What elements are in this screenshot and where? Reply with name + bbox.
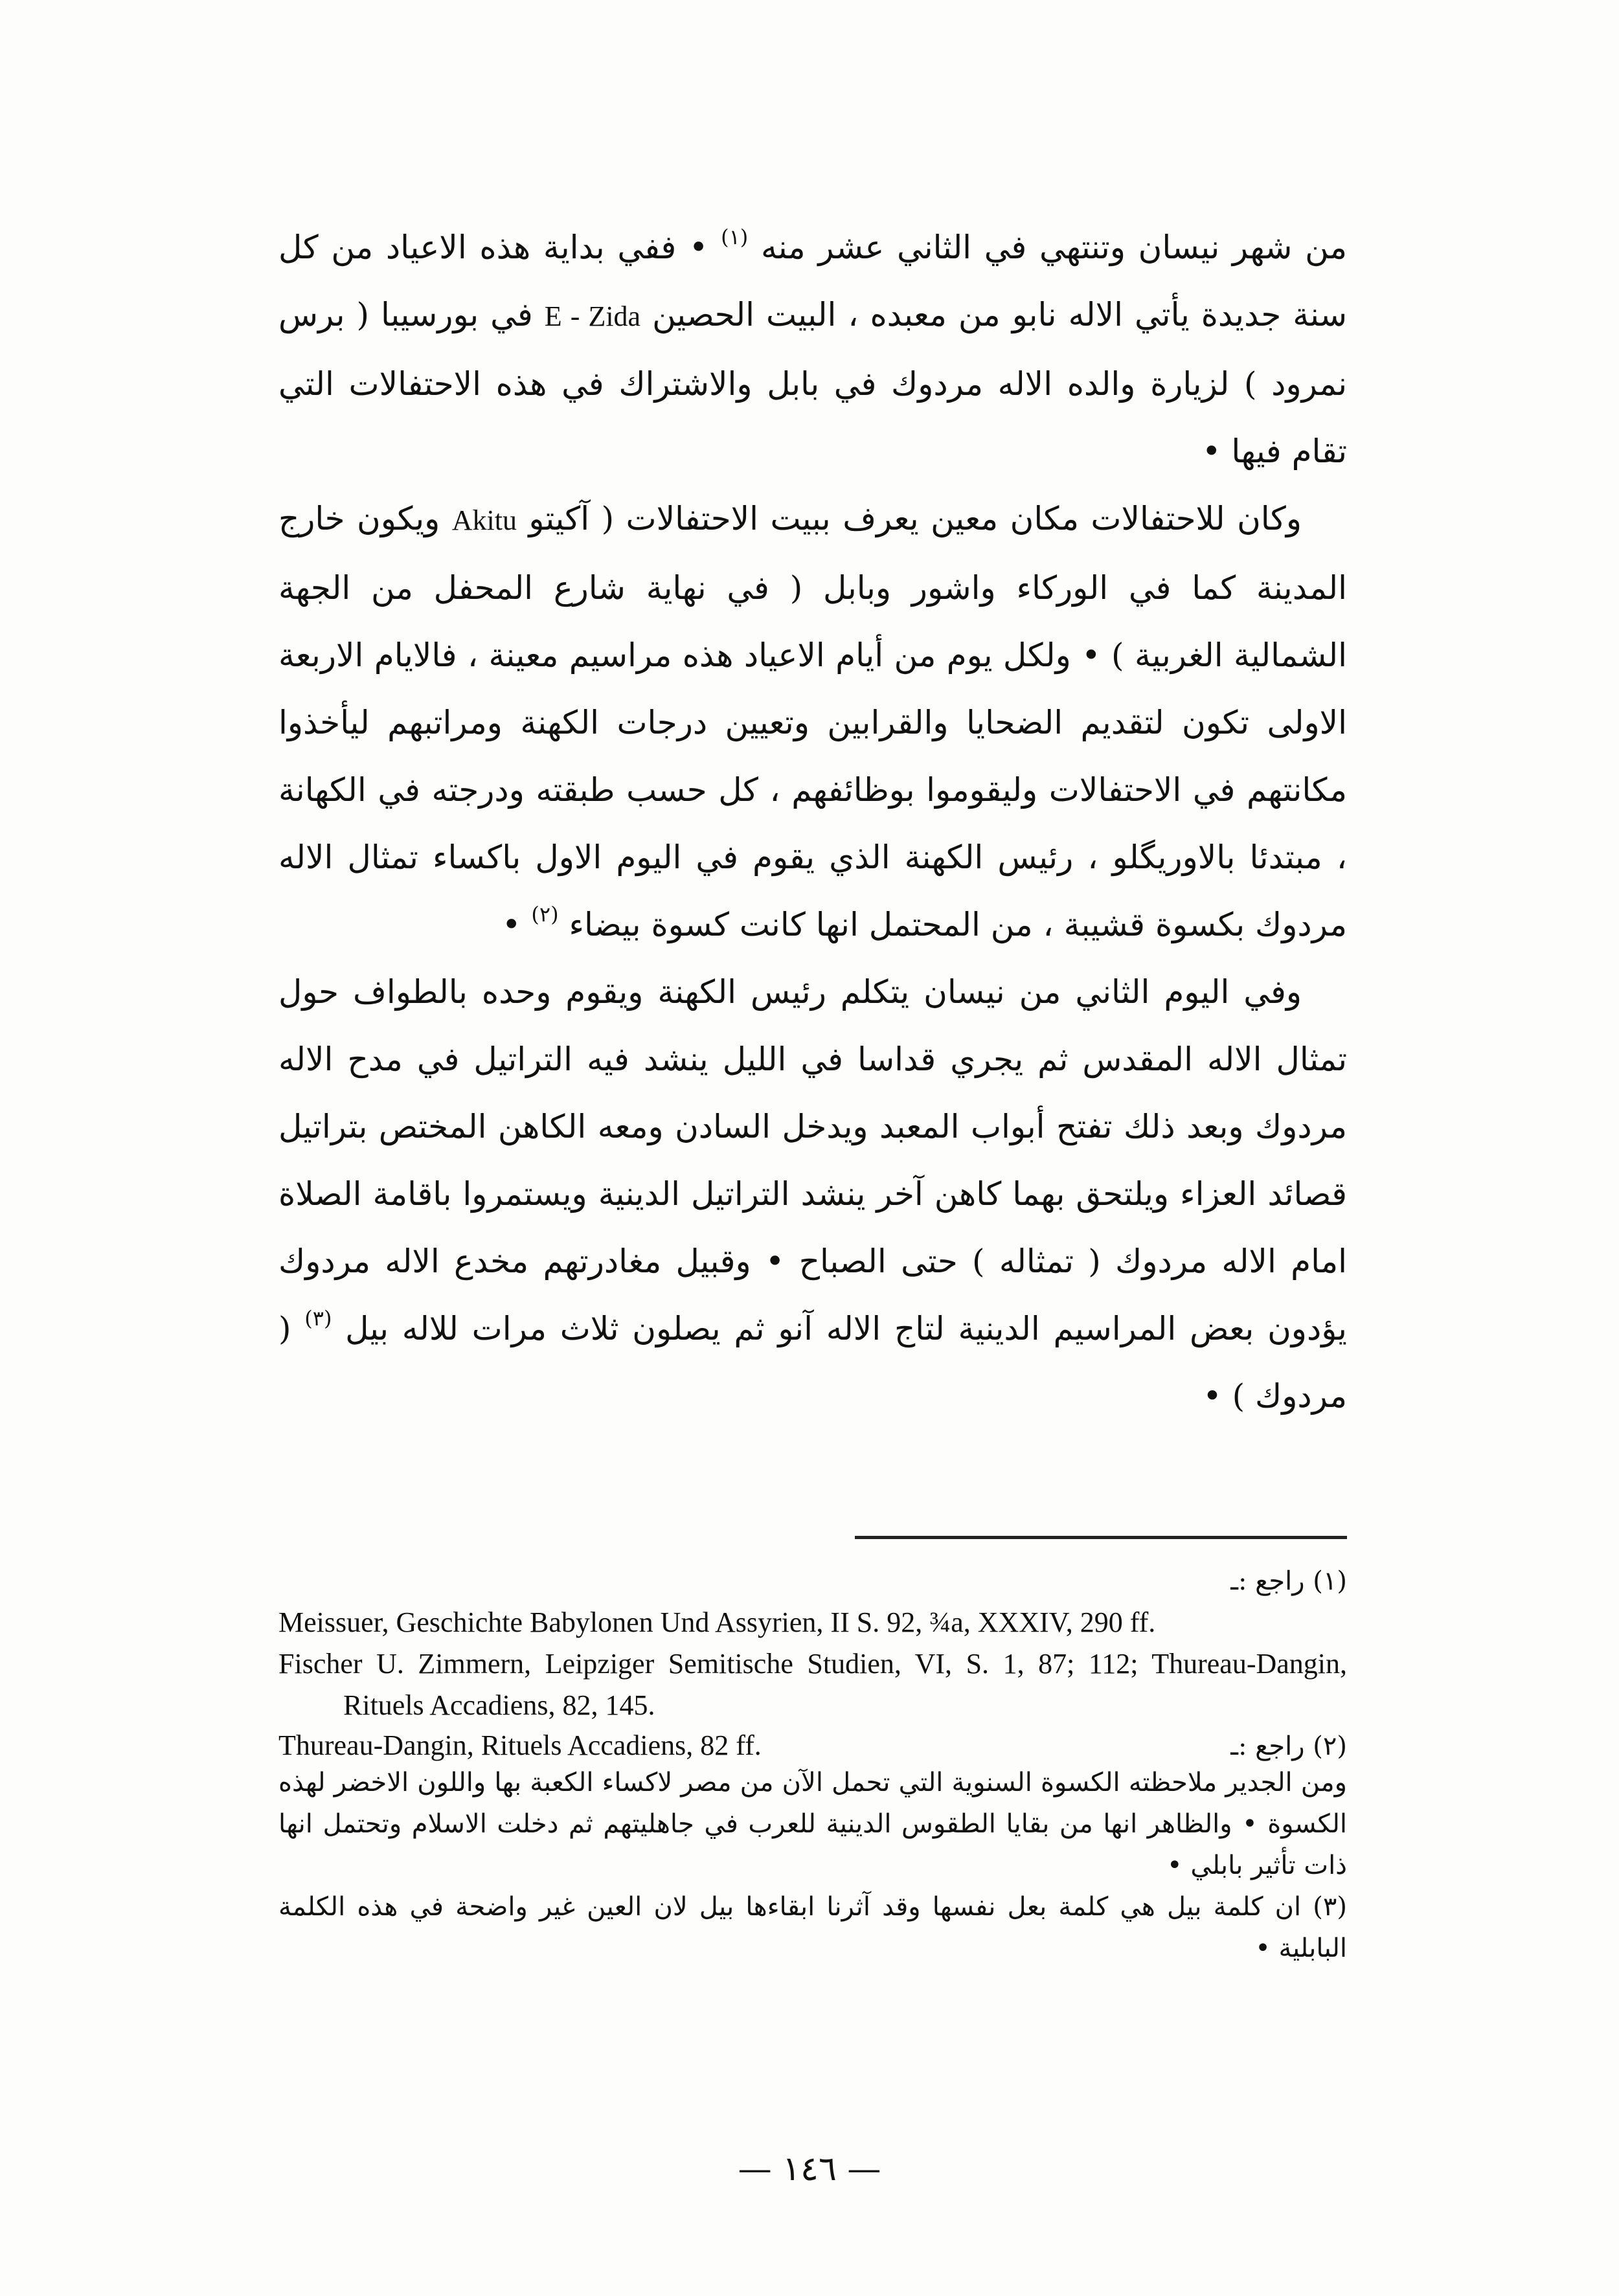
footnote-ref-2: (٢) — [531, 902, 559, 927]
paragraph-2: وكان للاحتفالات مكان معين يعرف ببيت الاحتفالات ( آكيتو Akitu ويكون خارج المدينة كما في الوركاء واشور وبابل ( في نهاية شارع المحفل من الجهة الشمالية الغربية ) • ولكل يوم من أيام الاعياد هذه مراسيم معينة ، فالايام الاربعة الاولى تكون لتقديم الضحايا والقرابين وتعيين درجات الكهنة ومراتبهم ليأخذوا مكانتهم في الاحتفالات وليقوموا بوظائفهم ، كل حسب طبقته ودرجته في الكهانة ، مبتدئا بالاوريگلو ، رئيس الكهنة الذي يقوم في اليوم الاول باكساء تمثال الاله مردوك بكسوة قشيبة ، من المحتمل انها كانت كسوة بيضاء $^{(٢)}$ • — [278, 500, 1348, 943]
footnote-1-reference-b: Fischer U. Zimmern, Leipziger Semitische Studien, VI, S. 1, 87; 112; Thureau-Dangin, Rituels Accadiens, 82, 145. — [278, 1648, 1347, 1721]
footnote-divider — [855, 1536, 1347, 1539]
footnote-ref-3: (٣) — [304, 1306, 332, 1331]
footnote-2-text: ومن الجدير ملاحظته الكسوة السنوية التي تحمل الآن من مصر لاكساء الكعبة بها واللون الاخضر لهذه الكسوة • والظاهر انها من بقايا الطقوس الدينية للعرب في جاهليتهم ثم دخلت الاسلام وتحتمل انها ذات تأثير بابلي • — [278, 1768, 1347, 1880]
footnote-1-reference-a: Meissuer, Geschichte Babylonen Und Assyrien, II S. 92, ¾a, XXXIV, 290 ff. — [278, 1606, 1156, 1638]
footnotes — [278, 1560, 1347, 1969]
paragraph-1: من شهر نيسان وتنتهي في الثاني عشر منه $^{(١)}$ • ففي بداية هذه الاعياد من كل سنة جديدة يأتي الاله نابو من معبده ، البيت الحصين E - Zida في بورسيبا ( برس نمرود ) لزيارة والده الاله مردوك في بابل والاشتراك في هذه الاحتفالات التي تقام فيها • — [278, 225, 1347, 470]
main-text — [278, 214, 1347, 1430]
latin-term-ezida: E - Zida — [544, 300, 641, 332]
paragraph-3: وفي اليوم الثاني من نيسان يتكلم رئيس الكهنة ويقوم وحده بالطواف حول تمثال الاله المقدس ثم يجري قداسا في الليل ينشد فيه التراتيل في مدح الاله مردوك وبعد ذلك تفتح أبواب المعبد ويدخل السادن ومعه الكاهن المختص بتراتيل قصائد العزاء ويلتحق بهما كاهن آخر ينشد التراتيل الدينية ويستمروا باقامة الصلاة امام الاله مردوك ( تمثاله ) حتى الصباح • وقبيل مغادرتهم مخدع الاله مردوك يؤدون بعض المراسيم الدينية لتاج الاله آنو ثم يصلون ثلاث مرات للاله بيل $^{(٣)}$ ( مردوك ) • — [278, 973, 1347, 1415]
footnote-ref-1: (١) — [721, 225, 749, 249]
footnote-1-label: (١) راجع :ـ — [1230, 1566, 1347, 1596]
page-number: — ١٤٦ — — [738, 2150, 881, 2189]
footnote-2-label: (٢) راجع :ـ — [1230, 1731, 1347, 1761]
footnote-2-reference: Thureau-Dangin, Rituels Accadiens, 82 ff. — [278, 1729, 762, 1761]
latin-term-akitu: Akitu — [451, 504, 517, 536]
footnote-3-text: (٣) ان كلمة بيل هي كلمة بعل نفسها وقد آثرنا ابقاءها بيل لان العين غير واضحة في هذه الكلمة البابلية • — [278, 1892, 1347, 1963]
footnote-2-header — [278, 1729, 1347, 1762]
